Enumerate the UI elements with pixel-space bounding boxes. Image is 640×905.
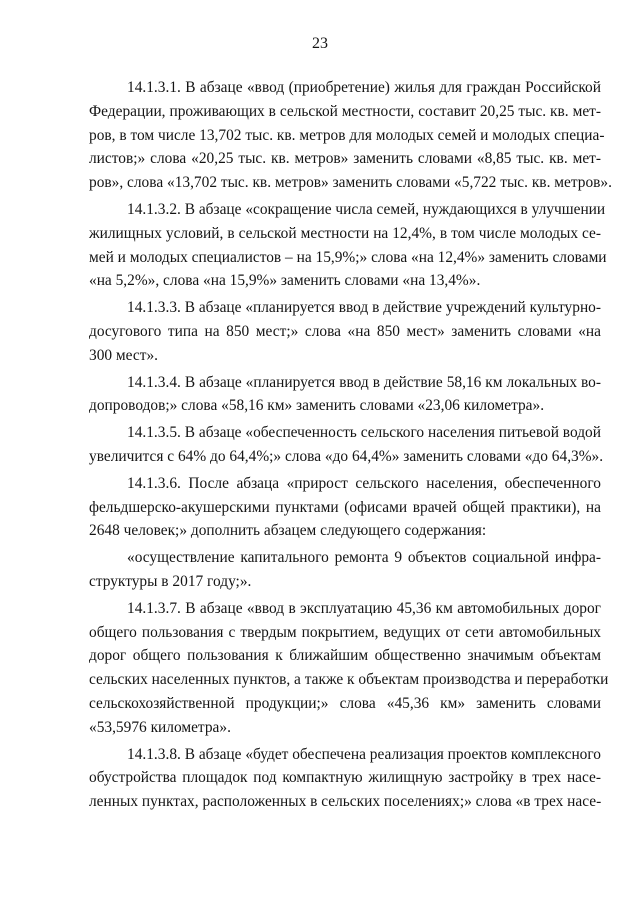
text-line: Федерации, проживающих в сельской местности, составит 20,25 тыс. кв. мет-	[89, 102, 601, 120]
paragraph	[89, 76, 612, 195]
paragraph	[89, 371, 601, 419]
text-line: ров, в том числе 13,702 тыс. кв. метров для молодых семей и молодых специа-	[89, 126, 605, 144]
text-line: 14.1.3.6. После абзаца «прирост сельского населения, обеспеченного	[127, 474, 601, 492]
text-line: жилищных условий, в сельской местности на 12,4%, в том числе молодых се-	[89, 224, 601, 242]
text-line: 14.1.3.2. В абзаце «сокращение числа семей, нуждающихся в улучшении	[127, 200, 606, 218]
text-line: сельскохозяйственной продукции;» слова «45,36 км» заменить словами	[89, 694, 601, 712]
text-line: обустройства площадок под компактную жилищную застройку в трех насе-	[89, 769, 601, 787]
paragraph	[89, 597, 609, 740]
text-line: сельских населенных пунктов, а также к объектам производства и переработки	[89, 671, 609, 689]
document-body	[89, 76, 612, 814]
text-line: ров», слова «13,702 тыс. кв. метров» заменить словами «5,722 тыс. кв. метров».	[89, 174, 612, 192]
text-line: ленных пунктах, расположенных в сельских поселениях;» слова «в трех насе-	[89, 793, 602, 811]
paragraph	[89, 198, 607, 293]
text-line: досугового типа на 850 мест;» слова «на 850 мест» заменить словами «на	[89, 322, 601, 340]
text-line: 14.1.3.8. В абзаце «будет обеспечена реализация проектов комплексного	[127, 745, 601, 763]
text-line: «53,5976 километра».	[89, 718, 231, 736]
text-line: фельдшерско-акушерскими пунктами (офисами врачей общей практики), на	[89, 498, 601, 516]
text-line: допроводов;» слова «58,16 км» заменить словами «23,06 километра».	[89, 397, 545, 415]
text-line: общего пользования с твердым покрытием, ведущих от сети автомобильных	[89, 623, 601, 641]
paragraph	[89, 472, 601, 543]
text-line: увеличится с 64% до 64,4%;» слова «до 64,4%» заменить словами «до 64,3%».	[89, 447, 604, 465]
text-line: 300 мест».	[89, 346, 158, 364]
paragraph	[89, 296, 601, 367]
page-number: 23	[312, 35, 328, 52]
text-line: «на 5,2%», слова «на 15,9%» заменить словами «на 13,4%».	[89, 272, 481, 290]
text-line: 14.1.3.5. В абзаце «обеспеченность сельского населения питьевой водой	[127, 424, 601, 442]
text-line: структуры в 2017 году;».	[89, 572, 252, 590]
text-line: 14.1.3.7. В абзаце «ввод в эксплуатацию 45,36 км автомобильных дорог	[127, 599, 601, 617]
text-line: 2648 человек;» дополнить абзацем следующего содержания:	[89, 522, 487, 540]
text-line: листов;» слова «20,25 тыс. кв. метров» заменить словами «8,85 тыс. кв. мет-	[89, 150, 601, 168]
text-line: мей и молодых специалистов – на 15,9%;» слова «на 12,4%» заменить словами	[89, 248, 607, 266]
text-line: 14.1.3.1. В абзаце «ввод (приобретение) жилья для граждан Российской	[127, 79, 601, 96]
paragraph	[89, 421, 604, 469]
text-line: 14.1.3.4. В абзаце «планируется ввод в действие 58,16 км локальных во-	[127, 373, 601, 391]
text-line: дорог общего пользования к ближайшим общественно значимым объектам	[89, 647, 601, 665]
paragraph	[89, 546, 601, 594]
text-line: «осуществление капитального ремонта 9 объектов социальной инфра-	[127, 549, 601, 567]
text-line: 14.1.3.3. В абзаце «планируется ввод в действие учреждений культурно-	[127, 299, 602, 317]
paragraph	[89, 743, 601, 814]
